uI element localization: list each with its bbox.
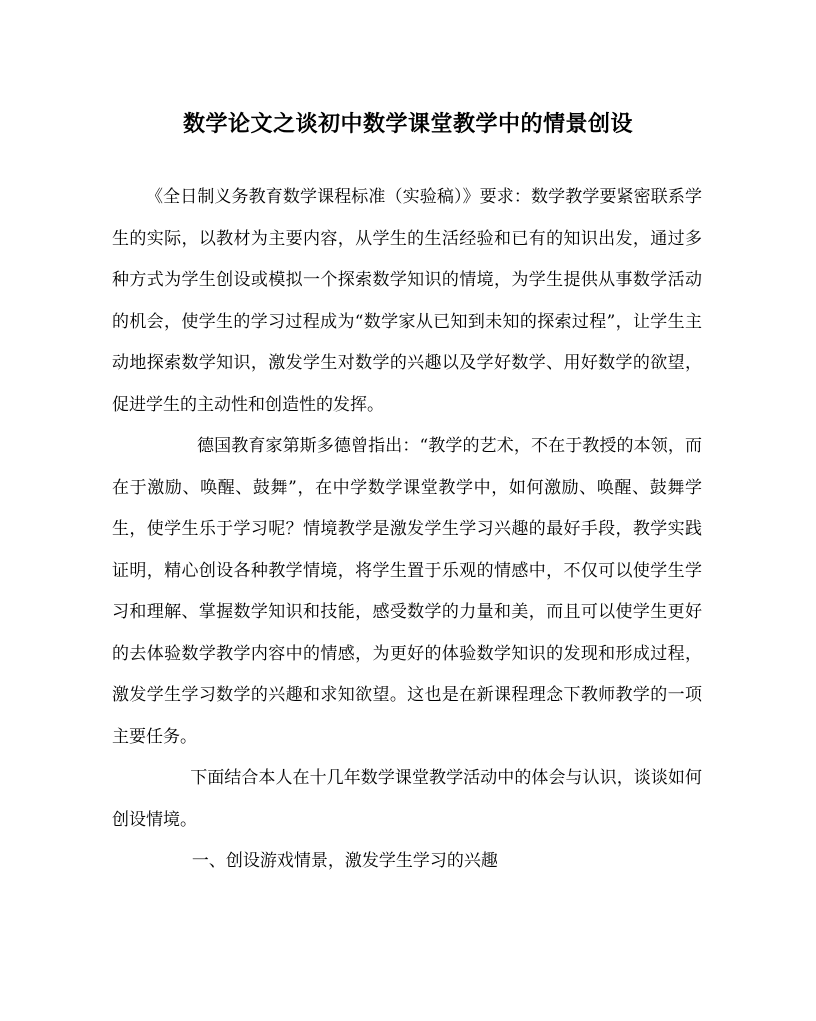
document-body [112,177,702,883]
paragraph-3: 下面结合本人在十几年数学课堂教学活动中的体会与认识，谈谈如何创设情境。 [112,768,702,830]
document-title: 数学论文之谈初中数学课堂教学中的情景创设 [182,111,633,137]
paragraph-2: 德国教育家第斯多德曾指出：“教学的艺术，不在于教授的本领，而在于激励、唤醒、鼓舞”，在中学数学课堂教学中，如何激励、唤醒、鼓舞学生，使学生乐于学习呢？情境教学是激发学生学习兴趣的最好手段，教学实践证明，精心创设各种教学情境，将学生置于乐观的情感中，不仅可以使学生学习和理解、掌握数学知识和技能，感受数学的力量和美，而且可以使学生更好的去体验数学教学内容中的情感，为更好的体验数学知识的发现和形成过程，激发学生学习数学的兴趣和求知欲望。这也是在新课程理念下教师教学的一项主要任务。 [112,436,702,747]
paragraph-1: 《全日制义务教育数学课程标准（实验稿）》要求：数学教学要紧密联系学生的实际，以教材为主要内容，从学生的生活经验和已有的知识出发，通过多种方式为学生创设或模拟一个探索数学知识的情境，为学生提供从事数学活动的机会，使学生的学习过程成为“数学家从已知到未知的探索过程”，让学生主动地探索数学知识，激发学生对数学的兴趣以及学好数学、用好数学的欲望，促进学生的主动性和创造性的发挥。 [112,187,702,415]
section-heading: 一、创设游戏情景，激发学生学习的兴趣 [191,851,498,871]
